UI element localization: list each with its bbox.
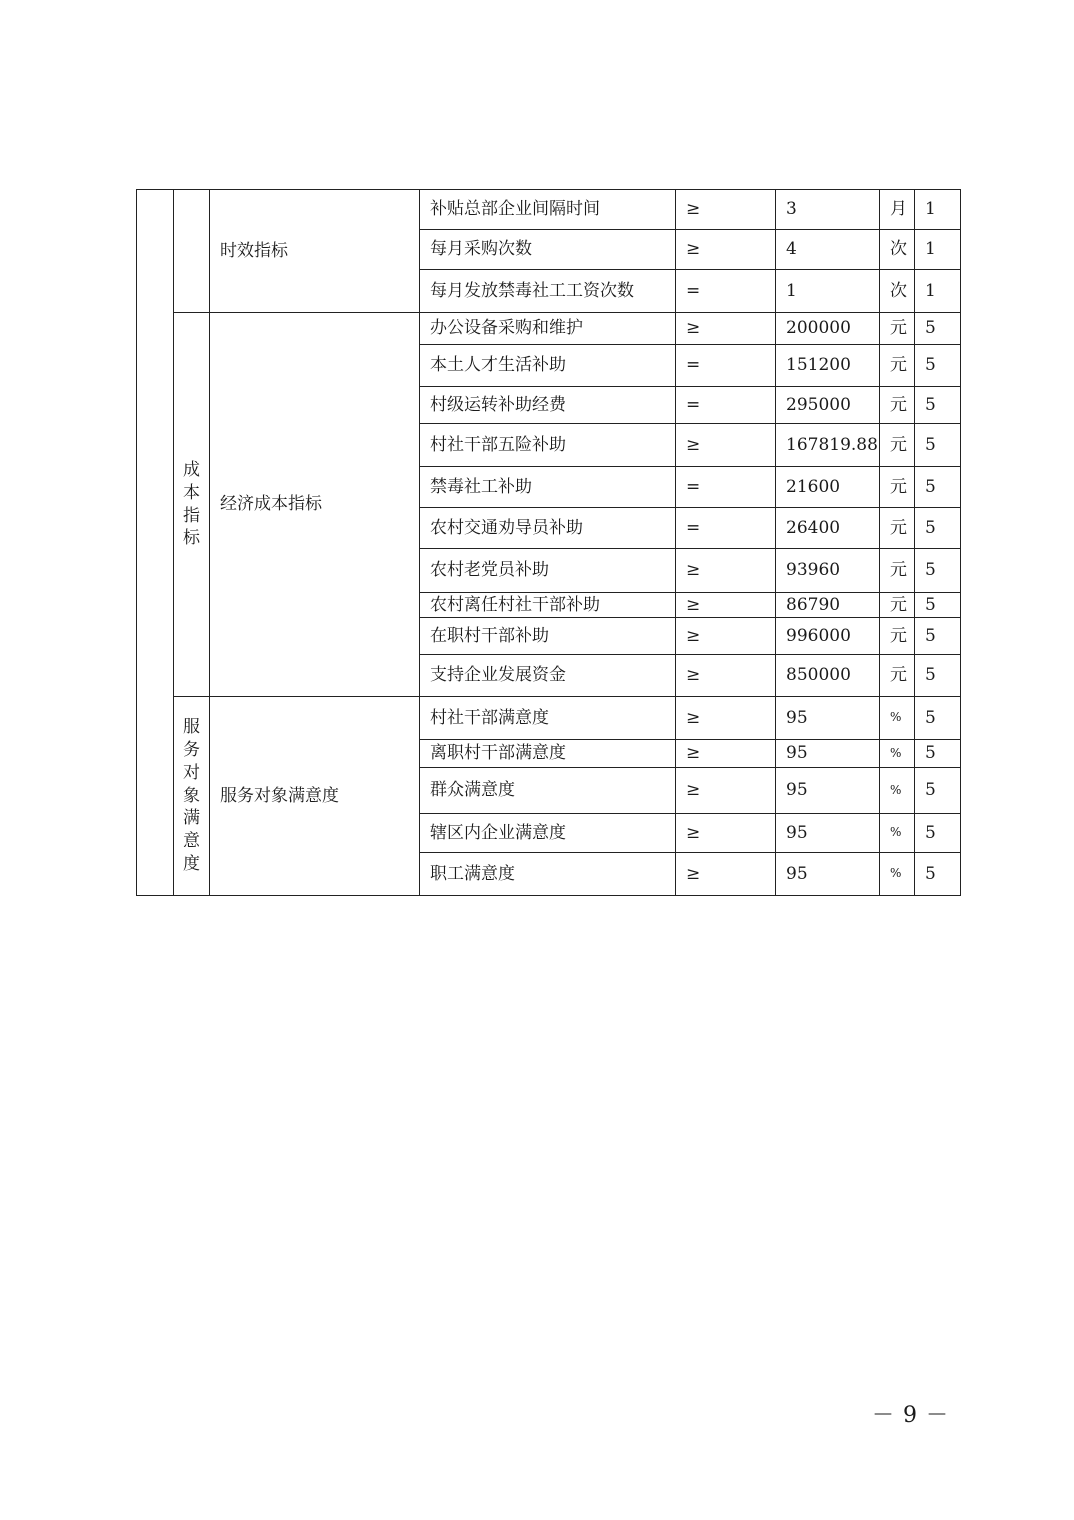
indicator-name: 村社干部满意度 (420, 697, 676, 740)
indicator-score: 5 (915, 655, 961, 697)
indicator-name: 离职村干部满意度 (420, 740, 676, 768)
indicator-score: 5 (915, 549, 961, 593)
indicator-unit: 元 (880, 593, 915, 618)
indicator-value: 95 (776, 740, 880, 768)
indicator-score: 5 (915, 814, 961, 853)
indicator-value: 95 (776, 814, 880, 853)
indicator-value: 4 (776, 230, 880, 270)
indicator-operator: ≥ (676, 424, 776, 467)
indicator-unit: 元 (880, 313, 915, 345)
level3-cell: 服务对象满意度 (210, 697, 420, 896)
indicator-table (136, 189, 961, 896)
indicator-operator: = (676, 387, 776, 424)
indicator-value: 151200 (776, 345, 880, 387)
indicator-value: 93960 (776, 549, 880, 593)
indicator-score: 5 (915, 508, 961, 549)
indicator-unit: 元 (880, 467, 915, 508)
indicator-value: 996000 (776, 618, 880, 655)
indicator-name: 职工满意度 (420, 853, 676, 896)
indicator-name: 禁毒社工补助 (420, 467, 676, 508)
indicator-name: 每月采购次数 (420, 230, 676, 270)
indicator-name: 农村老党员补助 (420, 549, 676, 593)
indicator-name: 村社干部五险补助 (420, 424, 676, 467)
indicator-name: 办公设备采购和维护 (420, 313, 676, 345)
indicator-name: 农村交通劝导员补助 (420, 508, 676, 549)
indicator-value: 3 (776, 190, 880, 230)
indicator-value: 95 (776, 697, 880, 740)
level3-cell: 经济成本指标 (210, 313, 420, 697)
page-number: － 9 － (872, 1403, 949, 1428)
indicator-value: 26400 (776, 508, 880, 549)
indicator-operator: ≥ (676, 549, 776, 593)
indicator-value: 167819.88 (776, 424, 880, 467)
indicator-operator: = (676, 345, 776, 387)
indicator-unit: % (880, 853, 915, 896)
indicator-operator: ≥ (676, 313, 776, 345)
indicator-score: 1 (915, 270, 961, 313)
indicator-operator: = (676, 508, 776, 549)
indicator-operator: ≥ (676, 190, 776, 230)
indicator-name: 支持企业发展资金 (420, 655, 676, 697)
indicator-operator: ≥ (676, 618, 776, 655)
indicator-score: 5 (915, 593, 961, 618)
indicator-score: 5 (915, 853, 961, 896)
indicator-operator: ≥ (676, 740, 776, 768)
indicator-operator: ≥ (676, 768, 776, 814)
indicator-value: 295000 (776, 387, 880, 424)
indicator-value: 200000 (776, 313, 880, 345)
level2-cell: 服务对象满意度 (174, 697, 210, 896)
indicator-unit: 元 (880, 424, 915, 467)
indicator-name: 在职村干部补助 (420, 618, 676, 655)
indicator-score: 5 (915, 467, 961, 508)
indicator-score: 5 (915, 697, 961, 740)
indicator-operator: ≥ (676, 593, 776, 618)
level2-cell: 成本指标 (174, 313, 210, 697)
table-row (137, 697, 961, 740)
indicator-name: 农村离任村社干部补助 (420, 593, 676, 618)
indicator-unit: % (880, 740, 915, 768)
indicator-operator: = (676, 270, 776, 313)
indicator-value: 850000 (776, 655, 880, 697)
indicator-score: 5 (915, 618, 961, 655)
indicator-score: 5 (915, 740, 961, 768)
indicator-name: 村级运转补助经费 (420, 387, 676, 424)
indicator-value: 86790 (776, 593, 880, 618)
indicator-operator: ≥ (676, 814, 776, 853)
indicator-unit: % (880, 768, 915, 814)
indicator-unit: % (880, 814, 915, 853)
indicator-unit: 元 (880, 345, 915, 387)
indicator-score: 1 (915, 190, 961, 230)
indicator-score: 1 (915, 230, 961, 270)
indicator-name: 群众满意度 (420, 768, 676, 814)
indicator-unit: 元 (880, 508, 915, 549)
indicator-operator: = (676, 467, 776, 508)
indicator-unit: 元 (880, 549, 915, 593)
indicator-unit: 次 (880, 230, 915, 270)
indicator-value: 95 (776, 853, 880, 896)
indicator-score: 5 (915, 424, 961, 467)
indicator-unit: 元 (880, 655, 915, 697)
indicator-operator: ≥ (676, 230, 776, 270)
indicator-name: 辖区内企业满意度 (420, 814, 676, 853)
indicator-operator: ≥ (676, 697, 776, 740)
indicator-name: 本土人才生活补助 (420, 345, 676, 387)
level3-cell: 时效指标 (210, 190, 420, 313)
indicator-value: 21600 (776, 467, 880, 508)
table-row (137, 190, 961, 230)
indicator-value: 1 (776, 270, 880, 313)
indicator-unit: % (880, 697, 915, 740)
indicator-unit: 元 (880, 618, 915, 655)
indicator-score: 5 (915, 387, 961, 424)
indicator-operator: ≥ (676, 655, 776, 697)
level1-cell (137, 190, 174, 896)
indicator-unit: 次 (880, 270, 915, 313)
indicator-score: 5 (915, 313, 961, 345)
indicator-unit: 月 (880, 190, 915, 230)
indicator-value: 95 (776, 768, 880, 814)
indicator-operator: ≥ (676, 853, 776, 896)
indicator-score: 5 (915, 345, 961, 387)
level2-cell (174, 190, 210, 313)
indicator-score: 5 (915, 768, 961, 814)
table-row (137, 313, 961, 345)
indicator-unit: 元 (880, 387, 915, 424)
indicator-name: 补贴总部企业间隔时间 (420, 190, 676, 230)
indicator-name: 每月发放禁毒社工工资次数 (420, 270, 676, 313)
